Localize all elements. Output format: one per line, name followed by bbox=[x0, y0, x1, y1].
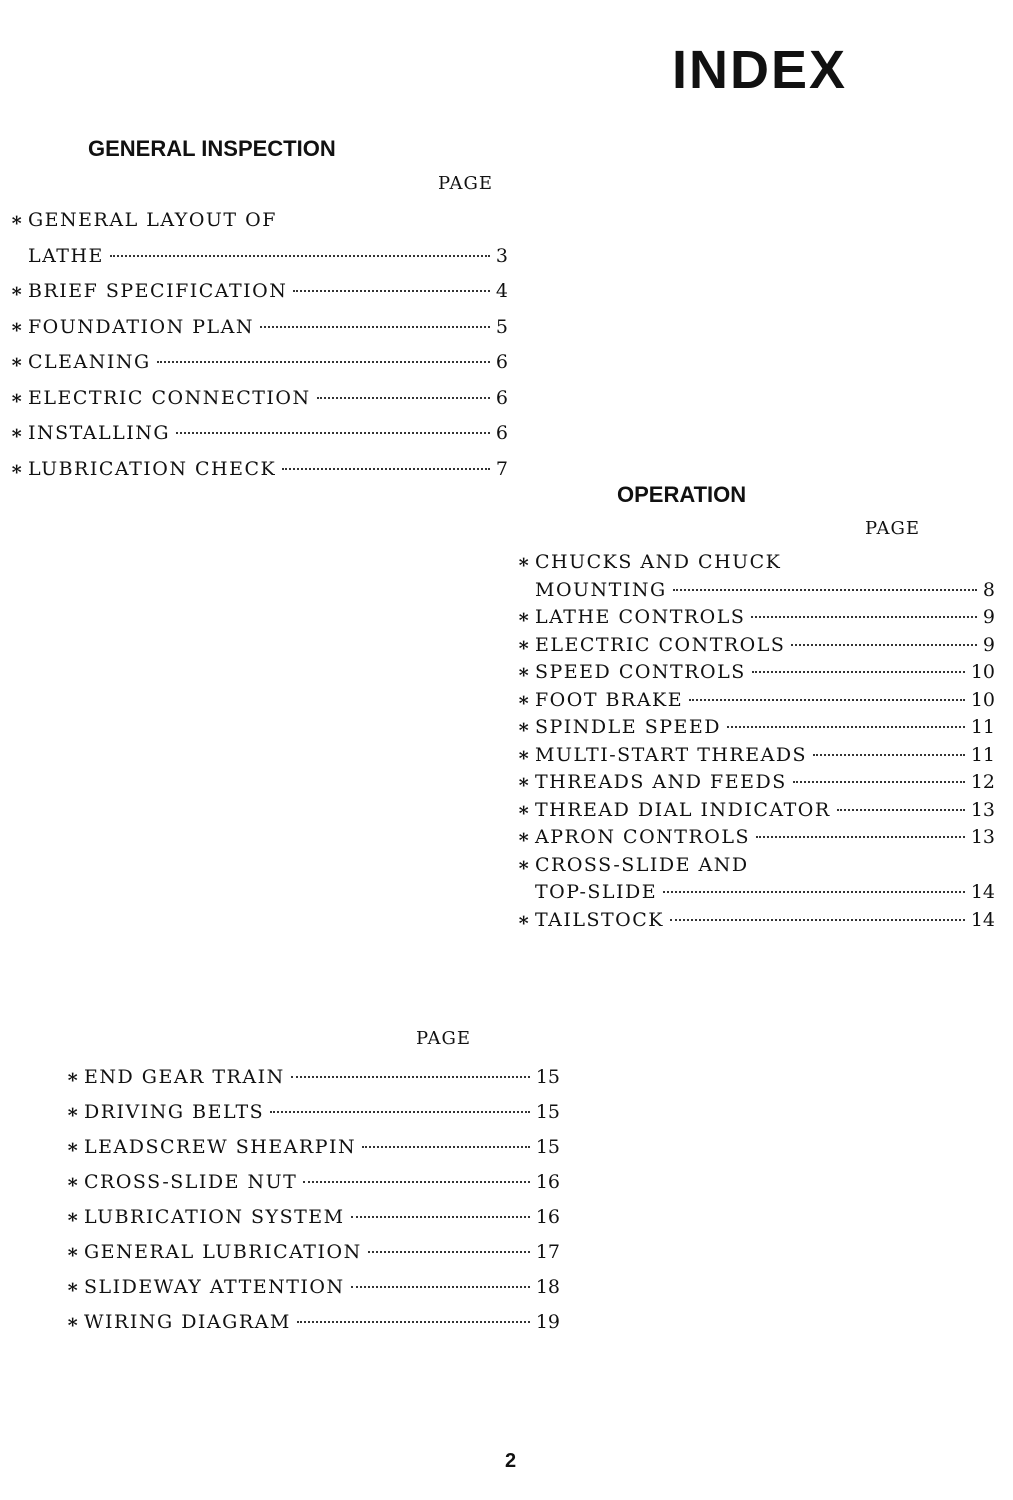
toc-entry bbox=[66, 1235, 560, 1270]
toc-entry-line bbox=[66, 1270, 560, 1305]
bullet-star-icon: ∗ bbox=[10, 351, 24, 373]
toc-entry bbox=[66, 1130, 560, 1165]
section-heading-operation: OPERATION bbox=[617, 482, 747, 507]
dot-leader bbox=[663, 891, 965, 893]
toc-entry-text: TOP-SLIDE bbox=[535, 881, 658, 903]
bullet-star-icon: ∗ bbox=[10, 280, 24, 302]
dot-leader bbox=[176, 432, 490, 434]
toc-entry-line bbox=[66, 1200, 560, 1235]
toc-entry bbox=[10, 381, 508, 417]
toc-entry-line bbox=[517, 659, 995, 687]
toc-page-number: 15 bbox=[535, 1066, 560, 1088]
toc-page-number: 3 bbox=[495, 244, 508, 267]
toc-entry-text: ELECTRIC CONNECTION bbox=[28, 386, 311, 409]
toc-entry bbox=[10, 310, 508, 346]
toc-entry-text: INSTALLING bbox=[28, 422, 171, 444]
dot-leader bbox=[793, 781, 965, 783]
bullet-star-icon: ∗ bbox=[10, 209, 24, 231]
toc-entry-text: FOUNDATION PLAN bbox=[28, 315, 254, 338]
bullet-star-icon: ∗ bbox=[517, 716, 531, 738]
toc-entry bbox=[10, 274, 508, 310]
toc-entry-text: SPEED CONTROLS bbox=[535, 661, 746, 683]
toc-page-number: 7 bbox=[495, 457, 508, 480]
bullet-star-icon: ∗ bbox=[517, 661, 531, 683]
toc-entry-line bbox=[517, 577, 995, 605]
toc-entry bbox=[517, 769, 995, 797]
toc-entry-text: SPINDLE SPEED bbox=[535, 716, 721, 738]
toc-entry bbox=[10, 345, 508, 381]
toc-entry-line bbox=[10, 310, 508, 346]
bullet-star-icon: ∗ bbox=[517, 853, 531, 876]
bullet-star-icon: ∗ bbox=[517, 743, 531, 766]
toc-page-number: 11 bbox=[970, 743, 995, 766]
bullet-star-icon: ∗ bbox=[517, 633, 531, 656]
toc-entry bbox=[517, 907, 995, 935]
bullet-star-icon: ∗ bbox=[517, 771, 531, 793]
dot-leader bbox=[791, 644, 977, 646]
toc-entry bbox=[517, 852, 995, 907]
toc-entry-text: END GEAR TRAIN bbox=[84, 1066, 285, 1088]
bullet-star-icon: ∗ bbox=[517, 798, 531, 821]
toc-entry bbox=[517, 824, 995, 852]
toc-entry-text: APRON CONTROLS bbox=[535, 826, 750, 848]
toc-entry-line bbox=[10, 274, 508, 310]
toc-page-number: 6 bbox=[495, 351, 508, 373]
toc-entry-line bbox=[517, 714, 995, 742]
dot-leader bbox=[368, 1251, 530, 1253]
bullet-star-icon: ∗ bbox=[517, 606, 531, 628]
toc-entry-text: GENERAL LUBRICATION bbox=[84, 1241, 362, 1263]
toc-entry-line bbox=[66, 1095, 560, 1130]
toc-entry-text: THREAD DIAL INDICATOR bbox=[535, 798, 831, 821]
toc-entry-line bbox=[66, 1130, 560, 1165]
toc-entry bbox=[517, 549, 995, 604]
page-column-label: PAGE bbox=[416, 1028, 471, 1049]
toc-entry-text: DRIVING BELTS bbox=[84, 1101, 265, 1123]
toc-entry bbox=[517, 797, 995, 825]
toc-entry-line bbox=[10, 416, 508, 452]
toc-entry-line bbox=[66, 1305, 560, 1340]
toc-entry-line bbox=[517, 742, 995, 770]
toc-entry bbox=[10, 416, 508, 452]
page-title: INDEX bbox=[672, 40, 848, 100]
toc-entry-line bbox=[517, 907, 995, 935]
bullet-star-icon: ∗ bbox=[10, 422, 24, 444]
toc-entry-line bbox=[10, 381, 508, 417]
toc-page-number: 9 bbox=[982, 606, 995, 628]
bullet-star-icon: ∗ bbox=[517, 908, 531, 931]
toc-entry-line bbox=[517, 879, 995, 907]
toc-entry bbox=[517, 632, 995, 660]
toc-entry bbox=[517, 742, 995, 770]
toc-entry-line bbox=[10, 239, 508, 275]
dot-leader bbox=[303, 1181, 529, 1183]
toc-page-number: 17 bbox=[535, 1241, 560, 1263]
page-column-label: PAGE bbox=[865, 518, 920, 539]
toc-page-number: 10 bbox=[970, 688, 995, 711]
toc-page-number: 14 bbox=[970, 881, 995, 903]
toc-entry bbox=[66, 1200, 560, 1235]
dot-leader bbox=[291, 1076, 530, 1078]
toc-list-maintenance bbox=[66, 1060, 560, 1340]
dot-leader bbox=[813, 754, 965, 756]
toc-entry bbox=[517, 714, 995, 742]
dot-leader bbox=[157, 361, 490, 363]
toc-entry-text: BRIEF SPECIFICATION bbox=[28, 280, 288, 302]
dot-leader bbox=[673, 589, 977, 591]
toc-page-number: 5 bbox=[495, 315, 508, 338]
toc-entry-text: CROSS-SLIDE NUT bbox=[84, 1171, 298, 1193]
toc-entry-line bbox=[517, 632, 995, 660]
bullet-star-icon: ∗ bbox=[66, 1311, 80, 1333]
toc-entry-first-line bbox=[517, 852, 995, 880]
dot-leader bbox=[837, 809, 965, 811]
toc-entry-line bbox=[10, 345, 508, 381]
toc-entry-text: TAILSTOCK bbox=[535, 908, 664, 931]
toc-entry-line bbox=[66, 1235, 560, 1270]
dot-leader bbox=[670, 919, 965, 921]
toc-entry-line bbox=[517, 604, 995, 632]
toc-page-number: 11 bbox=[970, 716, 995, 738]
toc-entry bbox=[10, 452, 508, 488]
toc-page-number: 14 bbox=[970, 908, 995, 931]
toc-page-number: 9 bbox=[982, 633, 995, 656]
toc-page-number: 15 bbox=[535, 1136, 560, 1158]
toc-entry bbox=[517, 604, 995, 632]
toc-page-number: 8 bbox=[982, 578, 995, 601]
toc-entry-text: CROSS-SLIDE AND bbox=[535, 853, 749, 876]
toc-entry-text: FOOT BRAKE bbox=[535, 688, 684, 711]
toc-entry bbox=[66, 1270, 560, 1305]
toc-entry-line bbox=[517, 687, 995, 715]
toc-page-number: 6 bbox=[495, 422, 508, 444]
toc-entry-text: GENERAL LAYOUT OF bbox=[28, 209, 277, 231]
toc-entry-text: LEADSCREW SHEARPIN bbox=[84, 1136, 357, 1158]
toc-entry bbox=[66, 1095, 560, 1130]
section-heading-general-inspection: GENERAL INSPECTION bbox=[88, 136, 336, 161]
toc-page-number: 16 bbox=[535, 1206, 560, 1228]
dot-leader bbox=[110, 255, 490, 257]
toc-entry-text: SLIDEWAY ATTENTION bbox=[84, 1276, 345, 1298]
toc-entry bbox=[517, 687, 995, 715]
toc-entry-text: CHUCKS AND CHUCK bbox=[535, 551, 782, 573]
toc-list-general-inspection bbox=[10, 203, 508, 487]
toc-entry-line bbox=[517, 769, 995, 797]
toc-entry-text: LATHE bbox=[28, 244, 104, 267]
toc-page-number: 10 bbox=[970, 661, 995, 683]
page-column-label: PAGE bbox=[438, 173, 493, 194]
dot-leader bbox=[282, 468, 490, 470]
toc-entry-text: ELECTRIC CONTROLS bbox=[535, 633, 786, 656]
toc-entry-line bbox=[517, 797, 995, 825]
toc-entry-text: LUBRICATION CHECK bbox=[28, 457, 277, 480]
toc-entry-line bbox=[10, 452, 508, 488]
toc-page-number: 12 bbox=[970, 771, 995, 793]
dot-leader bbox=[351, 1286, 530, 1288]
toc-page-number: 13 bbox=[970, 826, 995, 848]
page-number: 2 bbox=[505, 1450, 517, 1472]
toc-page-number: 19 bbox=[535, 1311, 560, 1333]
toc-entry-line bbox=[66, 1165, 560, 1200]
toc-page-number: 16 bbox=[535, 1171, 560, 1193]
toc-page-number: 15 bbox=[535, 1101, 560, 1123]
dot-leader bbox=[260, 326, 490, 328]
bullet-star-icon: ∗ bbox=[66, 1136, 80, 1158]
dot-leader bbox=[751, 616, 977, 618]
toc-entry bbox=[66, 1060, 560, 1095]
dot-leader bbox=[270, 1111, 530, 1113]
bullet-star-icon: ∗ bbox=[66, 1066, 80, 1088]
bullet-star-icon: ∗ bbox=[517, 551, 531, 573]
dot-leader bbox=[752, 671, 965, 673]
bullet-star-icon: ∗ bbox=[66, 1241, 80, 1263]
dot-leader bbox=[293, 290, 490, 292]
toc-entry-line bbox=[517, 824, 995, 852]
toc-entry-text: LATHE CONTROLS bbox=[535, 606, 746, 628]
bullet-star-icon: ∗ bbox=[517, 688, 531, 711]
bullet-star-icon: ∗ bbox=[66, 1171, 80, 1193]
toc-entry-first-line bbox=[10, 203, 508, 239]
toc-entry-line bbox=[66, 1060, 560, 1095]
toc-page-number: 18 bbox=[535, 1276, 560, 1298]
toc-entry-text: MOUNTING bbox=[535, 578, 667, 601]
dot-leader bbox=[351, 1216, 530, 1218]
toc-entry-text: MULTI-START THREADS bbox=[535, 743, 808, 766]
bullet-star-icon: ∗ bbox=[66, 1101, 80, 1123]
dot-leader bbox=[727, 726, 965, 728]
bullet-star-icon: ∗ bbox=[10, 386, 24, 409]
toc-entry bbox=[66, 1165, 560, 1200]
toc-entry-first-line bbox=[517, 549, 995, 577]
toc-entry-text: CLEANING bbox=[28, 351, 151, 373]
bullet-star-icon: ∗ bbox=[10, 315, 24, 338]
bullet-star-icon: ∗ bbox=[66, 1276, 80, 1298]
bullet-star-icon: ∗ bbox=[10, 457, 24, 480]
toc-entry-text: LUBRICATION SYSTEM bbox=[84, 1206, 345, 1228]
toc-page-number: 13 bbox=[970, 798, 995, 821]
toc-entry bbox=[517, 659, 995, 687]
bullet-star-icon: ∗ bbox=[517, 826, 531, 848]
toc-entry bbox=[66, 1305, 560, 1340]
dot-leader bbox=[756, 836, 965, 838]
dot-leader bbox=[362, 1146, 530, 1148]
bullet-star-icon: ∗ bbox=[66, 1206, 80, 1228]
toc-list-operation bbox=[517, 549, 995, 934]
dot-leader bbox=[297, 1321, 530, 1323]
dot-leader bbox=[317, 397, 490, 399]
toc-entry bbox=[10, 203, 508, 274]
toc-entry-text: THREADS AND FEEDS bbox=[535, 771, 787, 793]
toc-page-number: 4 bbox=[495, 280, 508, 302]
toc-page-number: 6 bbox=[495, 386, 508, 409]
dot-leader bbox=[689, 699, 965, 701]
toc-entry-text: WIRING DIAGRAM bbox=[84, 1311, 291, 1333]
